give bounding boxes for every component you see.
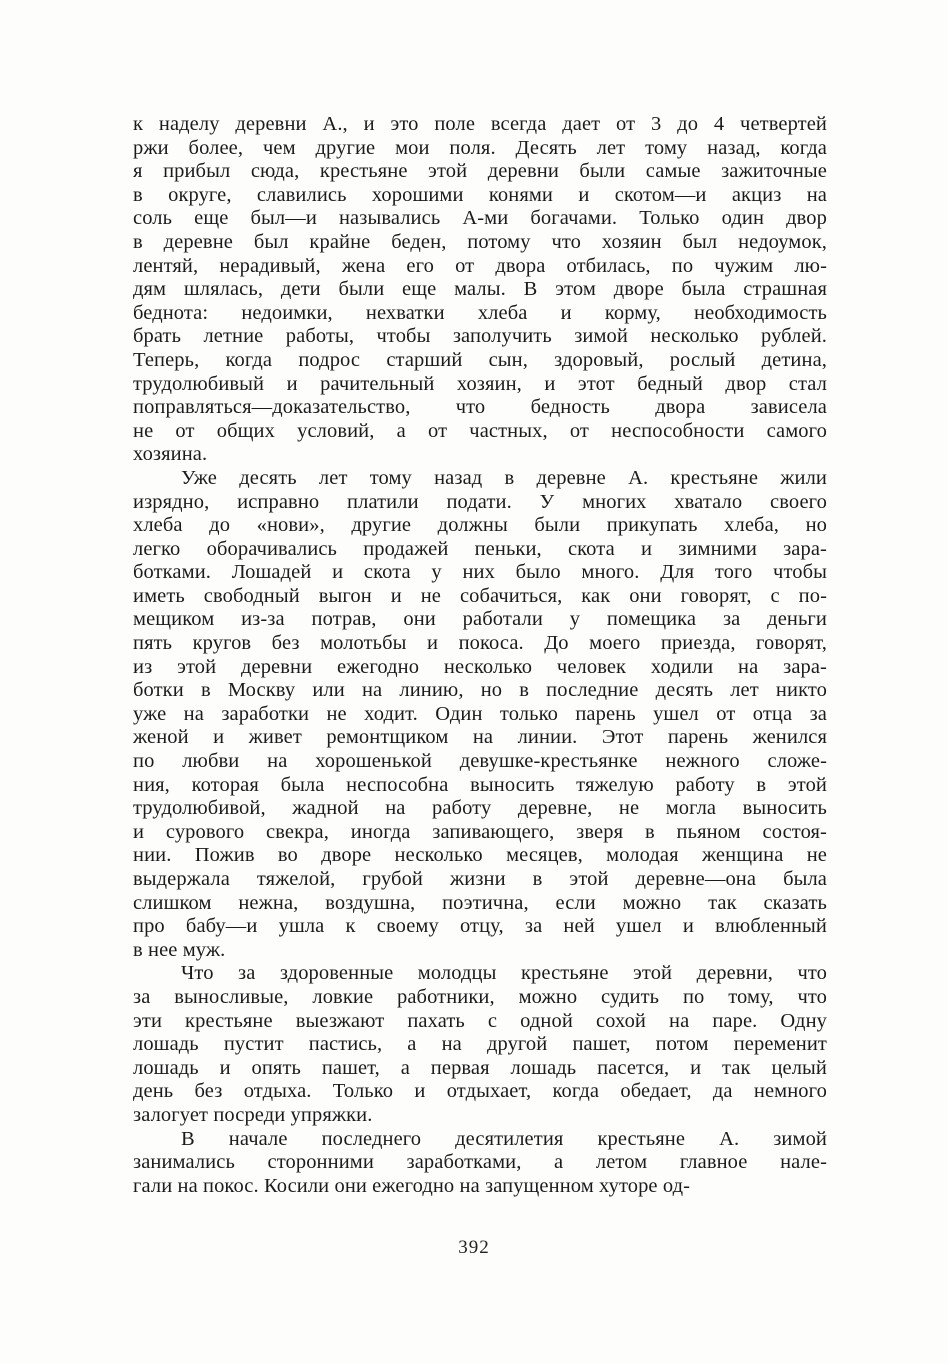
text-line: и сурового свекра, иногда запивающего, зверя в пьяном состоя- [133,820,827,843]
text-line: слишком нежна, воздушна, поэтична, если можно так сказать [133,891,827,914]
paragraph [133,1128,827,1199]
text-line: уже на заработки не ходит. Один только парень ушел от отца за [133,702,827,725]
text-line: Что за здоровенные молодцы крестьяне этой деревни, что [181,962,827,985]
paragraph [133,962,827,1127]
text-line: эти крестьяне выезжают пахать с одной сохой на паре. Одну [133,1009,827,1032]
text-line: нии. Пожив во дворе несколько месяцев, молодая женщина не [133,844,827,867]
text-line: брать летние работы, чтобы заполучить зимой несколько рублей. [133,325,827,348]
text-line: беднота: недоимки, нехватки хлеба и корму, необходимость [133,301,827,324]
text-line: про бабу—и ушла к своему отцу, за ней ушел и влюбленный [133,915,827,938]
text-line: ботки в Москву или на линию, но в последние десять лет никто [133,679,827,702]
text-line: гали на покос. Косили они ежегодно на запущенном хуторе од- [133,1174,691,1197]
paragraph [133,113,827,467]
text-line: в нее муж. [133,938,226,961]
text-line: из этой деревни ежегодно несколько человек ходили на зара- [133,655,827,678]
text-line: лентяй, нерадивый, жена его от двора отбилась, по чужим лю- [133,254,827,277]
text-line: лошадь пустит пастись, а на другой пашет, потом переменит [133,1033,827,1056]
body-text [133,113,827,1198]
text-line: за выносливые, ловкие работники, можно судить по тому, что [133,985,827,1008]
text-line: день без отдыха. Только и отдыхает, когда обедает, да немного [133,1080,827,1103]
text-line: пять кругов без молотьбы и покоса. До моего приезда, говорят, [133,632,827,655]
page-number: 392 [458,1237,490,1258]
paragraph [133,467,827,962]
text-line: Уже десять лет тому назад в деревне А. крестьяне жили [181,466,827,489]
text-line: к наделу деревни А., и это поле всегда дает от 3 до 4 четвертей [133,113,827,135]
text-line: изрядно, исправно платили подати. У многих хватало своего [133,490,827,513]
text-line: Теперь, когда подрос старший сын, здоровый, рослый детина, [133,348,827,371]
text-line: ния, которая была неспособна выносить тяжелую работу в этой [133,773,827,796]
text-line: занимались сторонними заработками, а летом главное нале- [133,1151,827,1174]
text-line: по любви на хорошенькой девушке-крестьянке нежного сложе- [133,750,827,773]
text-line: ржи более, чем другие мои поля. Десять лет тому назад, когда [133,136,827,159]
text-line: мещиком из-за потрав, они работали у помещика за деньги [133,608,827,631]
text-line: женой и живет ремонтщиком на линии. Этот парень женился [133,726,827,749]
text-line: легко оборачивались продажей пеньки, скота и зимними зара- [133,537,827,560]
text-line: В начале последнего десятилетия крестьяне А. зимой [181,1127,827,1150]
text-line: в деревне был крайне беден, потому что хозяин был недоумок, [133,230,827,253]
text-line: залогует посреди упряжки. [133,1103,373,1126]
text-line: не от общих условий, а от частных, от неспособности самого [133,419,827,442]
text-line: я прибыл сюда, крестьяне этой деревни были самые зажиточные [133,160,827,183]
text-line: в округе, славились хорошими конями и скотом—и акциз на [133,183,827,206]
text-line: лошадь и опять пашет, а первая лошадь пасется, и так целый [133,1056,827,1079]
text-line: дям шлялась, дети были еще малы. В этом дворе была страшная [133,278,827,301]
text-line: ботками. Лошадей и скота у них было много. Для того чтобы [133,561,827,584]
text-line: хозяина. [133,443,208,466]
text-line: трудолюбивый и рачительный хозяин, и этот бедный двор стал [133,372,827,395]
text-line: соль еще был—и назывались А-ми богачами. Только один двор [133,207,827,230]
text-line: выдержала тяжелой, грубой жизни в этой деревне—она была [133,868,827,890]
text-line: трудолюбивой, жадной на работу деревне, не могла выносить [133,797,827,820]
text-line: хлеба до «нови», другие должны были прикупать хлеба, но [133,514,827,537]
text-line: иметь свободный выгон и не собачиться, как они говорят, с по- [133,584,827,607]
text-line: поправляться—доказательство, что бедность двора зависела [133,396,827,419]
